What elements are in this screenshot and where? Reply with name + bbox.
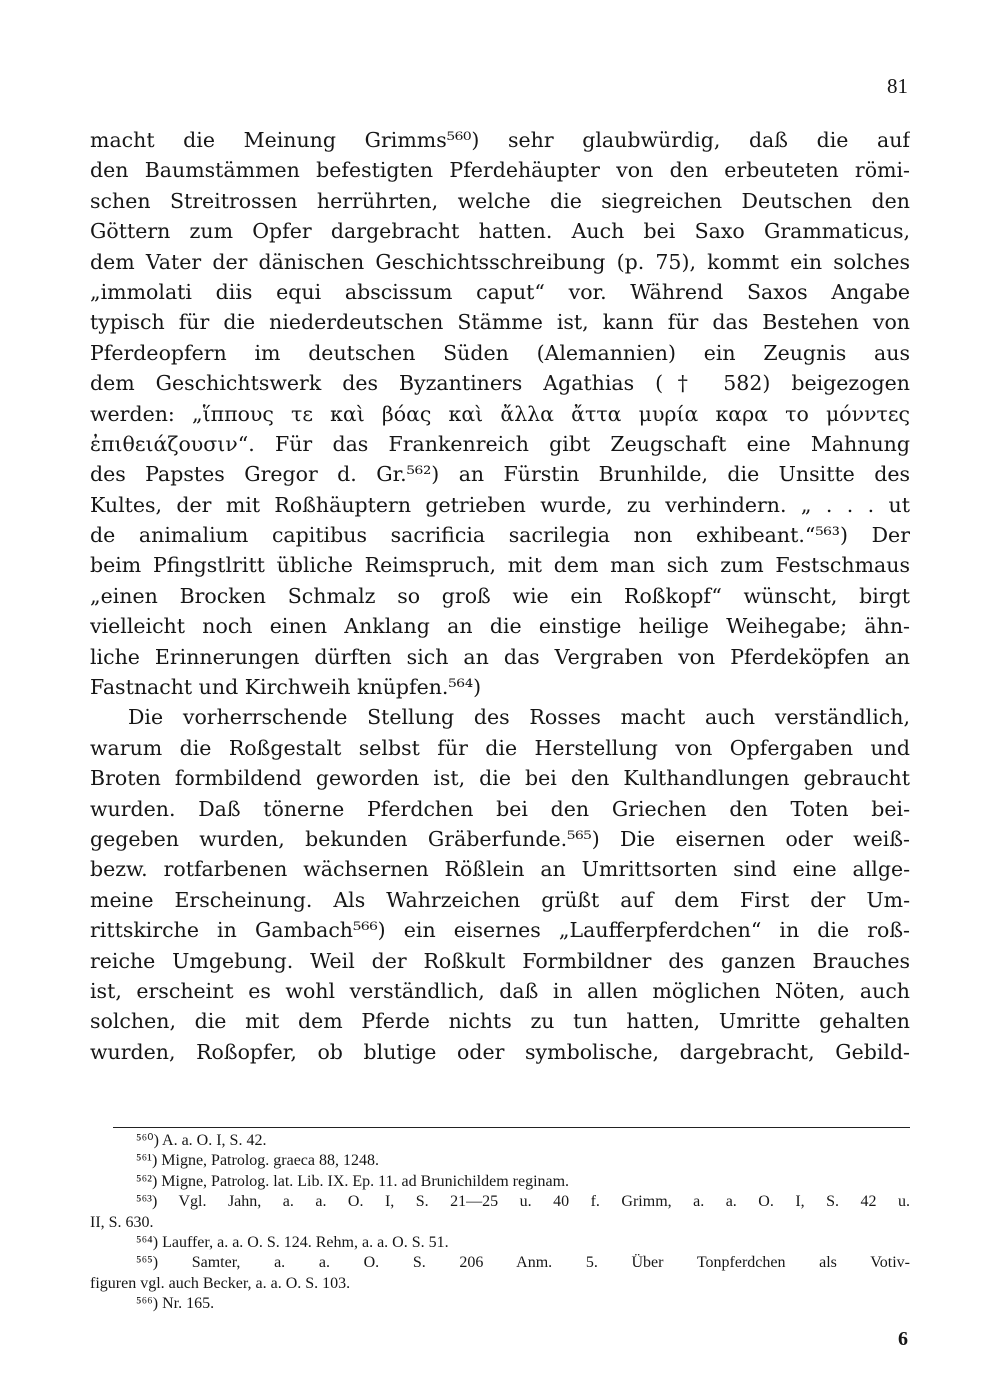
body-line: ἐπιθειάζουσιν“. Für das Frankenreich gibt Zeugschaft eine Mahnung — [90, 431, 910, 456]
body-line: Pferdeopfern im deutschen Süden (Alemannien) ein Zeugnis aus — [90, 340, 910, 365]
body-line: de animalium capitibus sacrificia sacrilegia non exhibeant.“⁵⁶³) Der — [90, 523, 910, 548]
body-line: des Papstes Gregor d. Gr.⁵⁶²) an Fürstin Brunhilde, die Unsitte des — [90, 462, 910, 487]
footnote-divider — [113, 1127, 910, 1128]
body-line: werden: „ἵππους τε καὶ βόας καὶ ἄλλα ἄττα μυρία καρα το μόνντες — [90, 401, 910, 426]
body-line: dem Geschichtswerk des Byzantiners Agathias († 582) beigezogen — [90, 371, 910, 396]
footnote-line: ⁵⁶²) Migne, Patrolog. lat. Lib. IX. Ep. 11. ad Brunichildem reginam. — [136, 1172, 570, 1190]
page-number: 81 — [887, 74, 908, 98]
body-line: Kultes, der mit Roßhäuptern getrieben wurde, zu verhindern. „ . . . ut — [90, 492, 910, 517]
body-line: wurden, Roßopfer, ob blutige oder symbolische, dargebracht, Gebild- — [90, 1039, 910, 1064]
footnote-line: ⁵⁶¹) Migne, Patrolog. graeca 88, 1248. — [136, 1152, 380, 1170]
body-line: bezw. rotfarbenen wächsernen Rößlein an Umrittsorten sind eine allge- — [90, 857, 910, 882]
body-line: „immolati diis equi abscissum caput“ vor. Während Saxos Angabe — [90, 279, 910, 304]
body-line: dem Vater der dänischen Geschichtsschreibung (p. 75), kommt ein solches — [90, 249, 910, 274]
body-line: gegeben wurden, bekunden Gräberfunde.⁵⁶⁵) Die eisernen oder weiß- — [90, 826, 910, 851]
footnote-line: ⁵⁶⁵) Samter, a. a. O. S. 206 Anm. 5. Über Tonpferdchen als Votiv- — [136, 1254, 910, 1272]
body-line: solchen, die mit dem Pferde nichts zu tun hatten, Umritte gehalten — [90, 1009, 910, 1034]
footnotes — [90, 1131, 910, 1315]
body-line: Die vorherrschende Stellung des Rosses macht auch verständlich, — [128, 705, 910, 730]
body-line: Fastnacht und Kirchweih knüpfen.⁵⁶⁴) — [90, 675, 482, 700]
body-line: „einen Brocken Schmalz so groß wie ein Roßkopf“ wünscht, birgt — [90, 583, 910, 608]
body-line: beim Pfingstlritt übliche Reimspruch, mit dem man sich zum Festschmaus — [90, 553, 910, 578]
body-line: vielleicht noch einen Anklang an die einstige heilige Weihegabe; ähn- — [90, 614, 910, 639]
body-line: wurden. Daß tönerne Pferdchen bei den Griechen den Toten bei- — [90, 796, 910, 821]
footnote-line: II, S. 630. — [90, 1213, 154, 1231]
body-line: meine Erscheinung. Als Wahrzeichen grüßt auf dem First der Um- — [90, 887, 910, 912]
body-line: typisch für die niederdeutschen Stämme ist, kann für das Bestehen von — [90, 310, 910, 335]
body-text — [90, 125, 910, 1067]
footnote-line: ⁵⁶⁶) Nr. 165. — [136, 1295, 215, 1313]
signature-mark: 6 — [898, 1328, 908, 1350]
body-line: liche Erinnerungen dürften sich an das Vergraben von Pferdeköpfen an — [90, 644, 910, 669]
body-line: den Baumstämmen befestigten Pferdehäupter von den erbeuteten römi- — [90, 158, 910, 183]
body-line: rittskirche in Gambach⁵⁶⁶) ein eisernes „Laufferpferdchen“ in die roß- — [90, 918, 910, 943]
body-line: macht die Meinung Grimms⁵⁶⁰) sehr glaubwürdig, daß die auf — [90, 128, 910, 152]
body-line: reiche Umgebung. Weil der Roßkult Formbildner des ganzen Brauches — [90, 948, 910, 973]
footnote-line: figuren vgl. auch Becker, a. a. O. S. 103. — [90, 1274, 351, 1292]
body-line: ist, erscheint es wohl verständlich, daß in allen möglichen Nöten, auch — [90, 978, 910, 1003]
body-line: Broten formbildend geworden ist, die bei den Kulthandlungen gebraucht — [90, 766, 910, 791]
footnote-line: ⁵⁶⁴) Lauffer, a. a. O. S. 124. Rehm, a. a. O. S. 51. — [136, 1233, 449, 1251]
body-line: schen Streitrossen herrührten, welche die siegreichen Deutschen den — [90, 188, 910, 213]
footnote-line: ⁵⁶³) Vgl. Jahn, a. a. O. I, S. 21—25 u. 40 f. Grimm, a. a. O. I, S. 42 u. — [136, 1193, 910, 1211]
footnote-line: ⁵⁶⁰) A. a. O. I, S. 42. — [136, 1132, 267, 1149]
body-line: Göttern zum Opfer dargebracht hatten. Auch bei Saxo Grammaticus, — [90, 219, 910, 244]
body-line: warum die Roßgestalt selbst für die Herstellung von Opfergaben und — [90, 735, 910, 760]
